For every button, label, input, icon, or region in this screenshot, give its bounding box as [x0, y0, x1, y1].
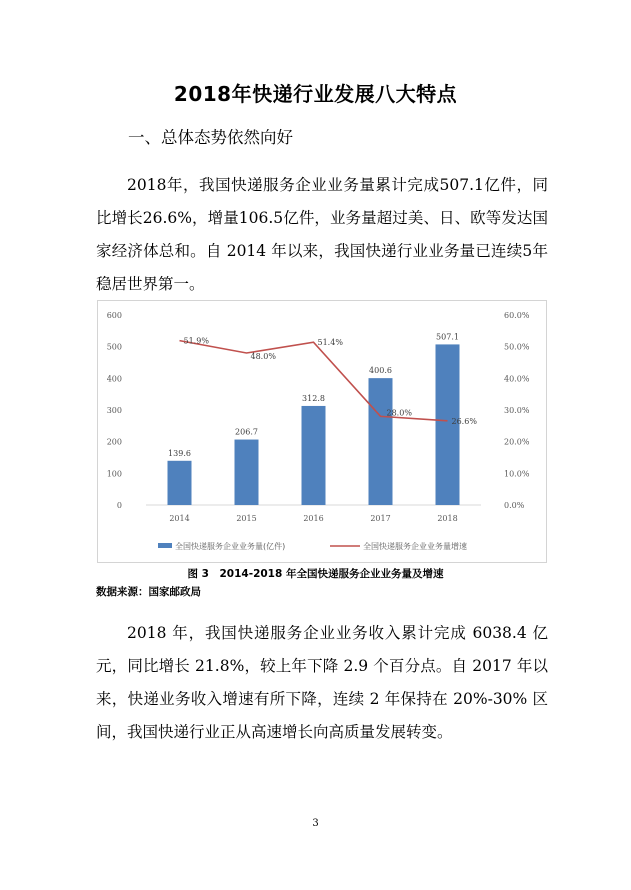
page-number: 3: [312, 818, 319, 829]
y-right-tick-label: 50.0%: [504, 342, 530, 352]
bar-value-label: 507.1: [436, 332, 459, 342]
data-source: 数据来源：国家邮政局: [96, 586, 201, 598]
section-heading: 一、总体态势依然向好: [128, 128, 293, 147]
y-right-tick-label: 0.0%: [504, 501, 525, 510]
x-tick-label: 2018: [437, 514, 458, 523]
bar: [235, 440, 259, 505]
chart-container: [97, 300, 547, 563]
line-value-label: 28.0%: [386, 408, 412, 418]
y-left-tick-label: 0: [116, 501, 122, 510]
legend-bar-swatch: [158, 543, 172, 548]
bar-value-label: 400.6: [369, 366, 392, 376]
line-value-label: 51.9%: [183, 336, 209, 346]
y-left-tick-label: 500: [106, 342, 122, 352]
y-left-tick-label: 600: [106, 311, 122, 320]
y-right-tick-label: 20.0%: [504, 437, 530, 447]
y-left-tick-label: 300: [106, 406, 122, 415]
line-value-label: 51.4%: [317, 338, 343, 348]
x-tick-label: 2017: [370, 514, 391, 523]
x-tick-label: 2014: [169, 514, 190, 523]
paragraph-1: 2018年，我国快递服务企业业务量累计完成507.1亿件，同比增长26.6%，增量106.5亿件，业务量超过美、日、欧等发达国家经济体总和。自 2014 年以来，我国快递行业业务量已连续5年稳居世界第一。: [96, 176, 548, 293]
legend-line-label: 全国快递服务企业业务量增速: [363, 542, 467, 551]
y-right-tick-label: 10.0%: [504, 469, 530, 479]
y-right-tick-label: 60.0%: [504, 311, 530, 320]
y-right-tick-label: 40.0%: [504, 374, 530, 384]
bar: [369, 378, 393, 505]
y-left-tick-label: 200: [106, 437, 122, 447]
figure-caption: 图 3 2014-2018 年全国快递服务企业业务量及增速: [187, 568, 444, 580]
page-title: 2018年快递行业发展八大特点: [173, 82, 458, 106]
bar-value-label: 312.8: [302, 393, 325, 403]
y-left-tick-label: 400: [106, 374, 122, 384]
y-left-tick-label: 100: [106, 469, 122, 479]
bar-value-label: 139.6: [168, 448, 191, 458]
line-value-label: 26.6%: [451, 416, 477, 426]
chart-svg: [98, 301, 548, 564]
bar: [302, 406, 326, 505]
bar: [168, 461, 192, 505]
line-value-label: 48.0%: [250, 352, 276, 361]
x-tick-label: 2015: [236, 514, 257, 523]
paragraph-2: 2018 年，我国快递服务企业业务收入累计完成 6038.4 亿元，同比增长 21.8%，较上年下降 2.9 个百分点。自 2017 年以来，快递业务收入增速有所下降，连续 2 年保持在 20%-30% 区间，我国快递行业正从高速增长向高质量发展转变。: [96, 624, 548, 741]
x-tick-label: 2016: [303, 514, 324, 523]
y-right-tick-label: 30.0%: [504, 406, 530, 415]
legend-bar-label: 全国快递服务企业业务量(亿件): [175, 542, 286, 551]
bar-value-label: 206.7: [235, 427, 258, 437]
